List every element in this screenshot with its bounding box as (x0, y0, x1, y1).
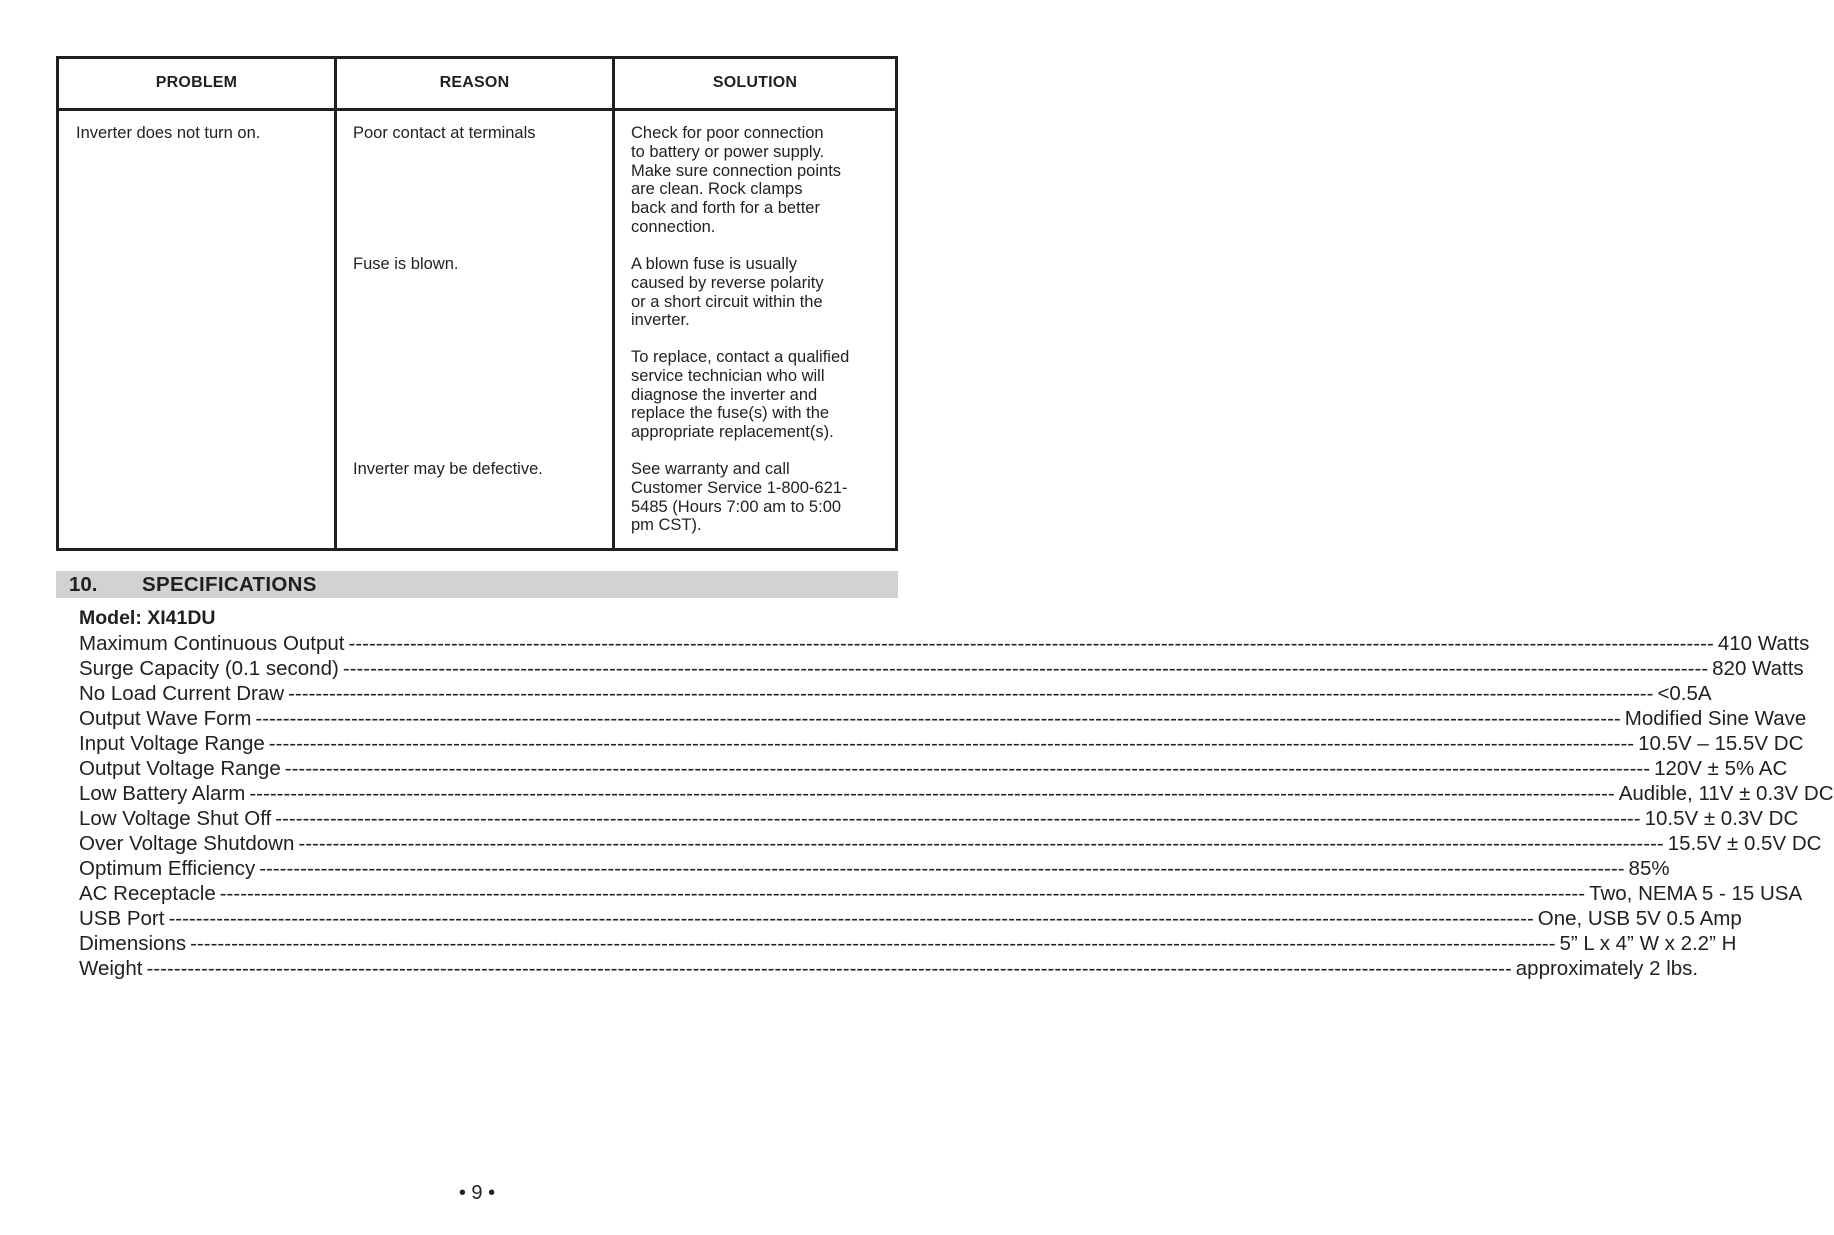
spec-value: 410 Watts (1717, 632, 1810, 655)
spec-row (79, 781, 1834, 806)
spec-label: Weight (79, 957, 143, 980)
spec-row (79, 856, 1670, 881)
spec-row (79, 881, 1803, 906)
spec-value: 820 Watts (1712, 657, 1804, 680)
section-number: 10. (69, 573, 98, 596)
spec-label: Maximum Continuous Output (79, 632, 345, 655)
spec-row (79, 731, 1804, 756)
spec-value: 120V ± 5% AC (1654, 757, 1788, 780)
spec-value: 10.5V – 15.5V DC (1638, 732, 1804, 755)
header-reason: REASON (439, 74, 510, 91)
dotted-leader: -------------------------------------------------------------------------------------------------------------------------------------------------------------------------------------------------------- (259, 857, 1625, 880)
reason-cell: Poor contact at terminals (353, 124, 536, 142)
dotted-leader: -------------------------------------------------------------------------------------------------------------------------------------------------------------------------------------------------------- (168, 907, 1534, 930)
spec-value: 15.5V ± 0.5V DC (1667, 832, 1822, 855)
spec-label: Input Voltage Range (79, 732, 265, 755)
dotted-leader: -------------------------------------------------------------------------------------------------------------------------------------------------------------------------------------------------------- (348, 632, 1714, 655)
dotted-leader: -------------------------------------------------------------------------------------------------------------------------------------------------------------------------------------------------------- (288, 682, 1654, 705)
dotted-leader: -------------------------------------------------------------------------------------------------------------------------------------------------------------------------------------------------------- (249, 782, 1615, 805)
solution-cell: A blown fuse is usually caused by reverse polarity or a short circuit within the inverter. (631, 255, 824, 330)
spec-row (79, 806, 1799, 831)
spec-value: approximately 2 lbs. (1515, 957, 1699, 980)
spec-label: Low Battery Alarm (79, 782, 246, 805)
spec-label: Surge Capacity (0.1 second) (79, 657, 339, 680)
troubleshooting-table (56, 56, 898, 551)
header-solution: SOLUTION (712, 74, 798, 91)
spec-row (79, 656, 1804, 681)
solution-cell: See warranty and call Customer Service 1-800-621- 5485 (Hours 7:00 am to 5:00 pm CST). (631, 460, 848, 535)
solution-cell: To replace, contact a qualified service technician who will diagnose the inverter and replace the fuse(s) with the appropriate replacement(s). (631, 348, 850, 442)
spec-row (79, 756, 1788, 781)
reason-cell: Inverter may be defective. (353, 460, 543, 478)
solution-cell: Check for poor connection to battery or power supply. Make sure connection points are clean. Rock clamps back and forth for a better connection. (631, 124, 842, 236)
column-divider (612, 59, 615, 548)
header-divider (59, 108, 895, 111)
dotted-leader: -------------------------------------------------------------------------------------------------------------------------------------------------------------------------------------------------------- (219, 882, 1586, 905)
spec-row (79, 631, 1810, 656)
spec-value: 85% (1628, 857, 1670, 880)
spec-row (79, 681, 1712, 706)
page-number: • 9 • (458, 1182, 496, 1204)
spec-row (79, 831, 1822, 856)
header-problem: PROBLEM (155, 74, 238, 91)
spec-label: USB Port (79, 907, 165, 930)
spec-row (79, 706, 1807, 731)
spec-label: Optimum Efficiency (79, 857, 256, 880)
spec-value: Audible, 11V ± 0.3V DC (1618, 782, 1834, 805)
dotted-leader: -------------------------------------------------------------------------------------------------------------------------------------------------------------------------------------------------------- (275, 807, 1641, 830)
spec-value: Modified Sine Wave (1624, 707, 1807, 730)
spec-value: 5” L x 4” W x 2.2” H (1559, 932, 1737, 955)
spec-row (79, 906, 1742, 931)
problem-cell: Inverter does not turn on. (76, 124, 261, 142)
spec-value: Two, NEMA 5 - 15 USA (1589, 882, 1803, 905)
spec-label: AC Receptacle (79, 882, 216, 905)
dotted-leader: -------------------------------------------------------------------------------------------------------------------------------------------------------------------------------------------------------- (146, 957, 1512, 980)
dotted-leader: -------------------------------------------------------------------------------------------------------------------------------------------------------------------------------------------------------- (268, 732, 1635, 755)
spec-value: One, USB 5V 0.5 Amp (1537, 907, 1742, 930)
reason-cell: Fuse is blown. (353, 255, 459, 273)
spec-row (79, 931, 1737, 956)
dotted-leader: -------------------------------------------------------------------------------------------------------------------------------------------------------------------------------------------------------- (342, 657, 1709, 680)
section-title: SPECIFICATIONS (142, 573, 317, 596)
column-divider (334, 59, 337, 548)
spec-label: Dimensions (79, 932, 187, 955)
spec-list (79, 631, 1834, 981)
spec-label: Over Voltage Shutdown (79, 832, 295, 855)
dotted-leader: -------------------------------------------------------------------------------------------------------------------------------------------------------------------------------------------------------- (298, 832, 1664, 855)
spec-label: Low Voltage Shut Off (79, 807, 272, 830)
model-label: Model: XI41DU (79, 607, 216, 629)
dotted-leader: -------------------------------------------------------------------------------------------------------------------------------------------------------------------------------------------------------- (284, 757, 1651, 780)
spec-label: Output Wave Form (79, 707, 252, 730)
spec-label: Output Voltage Range (79, 757, 281, 780)
dotted-leader: -------------------------------------------------------------------------------------------------------------------------------------------------------------------------------------------------------- (190, 932, 1556, 955)
spec-value: 10.5V ± 0.3V DC (1644, 807, 1799, 830)
spec-value: <0.5A (1657, 682, 1712, 705)
spec-row (79, 956, 1699, 981)
spec-label: No Load Current Draw (79, 682, 285, 705)
dotted-leader: -------------------------------------------------------------------------------------------------------------------------------------------------------------------------------------------------------- (255, 707, 1621, 730)
